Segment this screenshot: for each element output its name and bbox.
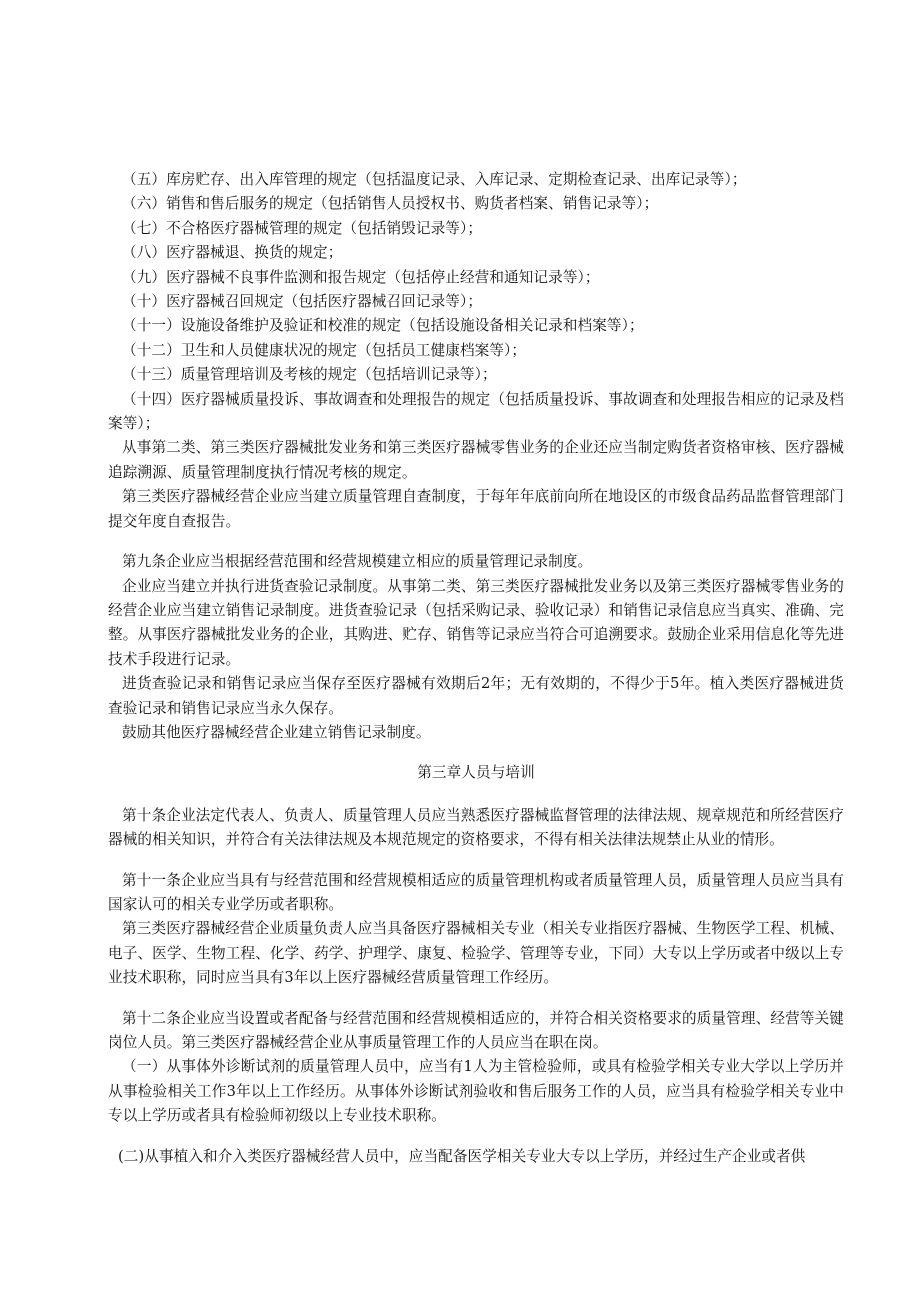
paragraph: 企业应当建立并执行进货查验记录制度。从事第二类、第三类医疗器械批发业务以及第三类医疗器械零售业务的经营企业应当建立销售记录制度。进货查验记录（包括采购记录、验收记录）和销售记录信息应当真实、准确、完整。从事医疗器械批发业务的企业，其购进、贮存、销售等记录应当符合可追溯要求。鼓励企业采用信息化等先进技术手段进行记录。 [108,577,844,668]
list-item: （十二）卫生和人员健康状况的规定（包括员工健康档案等）； [122,341,527,359]
list-item: （八）医疗器械退、换货的规定； [122,244,343,262]
article-paragraph: 第十一条企业应当具有与经营范围和经营规模相适应的质量管理机构或者质量管理人员，质量管理人员应当具有国家认可的相关专业学历或者职称。 [108,871,844,913]
paragraph: 第三类医疗器械经营企业质量负责人应当具备医疗器械相关专业（相关专业指医疗器械、生物医学工程、机械、电子、医学、生物工程、化学、药学、护理学、康复、检验学、管理等专业，下同）大专以上学历或者中级以上专业技术职称，同时应当具有3年以上医疗器械经营质量管理工作经历。 [108,920,844,987]
list-item: （十）医疗器械召回规定（包括医疗器械召回记录等）； [122,293,483,311]
list-item: （七）不合格医疗器械管理的规定（包括销毁记录等）； [122,219,483,237]
article-paragraph: 第十条企业法定代表人、负责人、质量管理人员应当熟悉医疗器械监督管理的法律法规、规章规范和所经营医疗器械的相关知识，并符合有关法律法规及本规范规定的资格要求，不得有相关法律法规禁止从业的情形。 [108,806,844,849]
list-item: （十三）质量管理培训及考核的规定（包括培训记录等）； [122,366,497,384]
chapter-title: 第三章人员与培训 [417,764,535,782]
list-item: （九）医疗器械不良事件监测和报告规定（包括停止经营和通知记录等）； [122,268,600,286]
paragraph: 进货查验记录和销售记录应当保存至医疗器械有效期后2年；无有效期的，不得少于5年。植入类医疗器械进货查验记录和销售记录应当永久保存。 [108,675,844,717]
list-item: （十一）设施设备维护及验证和校准的规定（包括设施设备相关记录和档案等）； [122,317,644,335]
list-item: （六）销售和售后服务的规定（包括销售人员授权书、购货者档案、销售记录等）； [122,195,659,213]
document-body [108,168,844,1169]
list-item: （五）库房贮存、出入库管理的规定（包括温度记录、入库记录、定期检查记录、出库记录等）； [122,171,747,188]
list-item: （一）从事体外诊断试剂的质量管理人员中，应当有1人为主管检验师，或具有检验学相关专业大学以上学历并从事检验相关工作3年以上工作经历。从事体外诊断试剂验收和售后服务工作的人员，应当具有检验学相关专业中专以上学历或者具有检验师初级以上专业技术职称。 [108,1058,844,1125]
article-paragraph: 第九条企业应当根据经营范围和经营规模建立相应的质量管理记录制度。 [122,553,593,571]
paragraph: 从事第二类、第三类医疗器械批发业务和第三类医疗器械零售业务的企业还应当制定购货者资格审核、医疗器械追踪溯源、质量管理制度执行情况考核的规定。 [108,439,844,481]
list-item: （十四）医疗器械质量投诉、事故调查和处理报告的规定（包括质量投诉、事故调查和处理报告相应的记录及档案等）； [108,390,844,433]
list-item: (二)从事植入和介入类医疗器械经营人员中，应当配备医学相关专业大专以上学历，并经过生产企业或者供 [118,1147,806,1165]
article-paragraph: 第十二条企业应当设置或者配备与经营范围和经营规模相适应的，并符合相关资格要求的质量管理、经营等关键岗位人员。第三类医疗器械经营企业从事质量管理工作的人员应当在职在岗。 [108,1009,844,1051]
paragraph: 第三类医疗器械经营企业应当建立质量管理自查制度，于每年年底前向所在地设区的市级食品药品监督管理部门提交年度自查报告。 [108,488,844,530]
paragraph: 鼓励其他医疗器械经营企业建立销售记录制度。 [122,723,431,741]
